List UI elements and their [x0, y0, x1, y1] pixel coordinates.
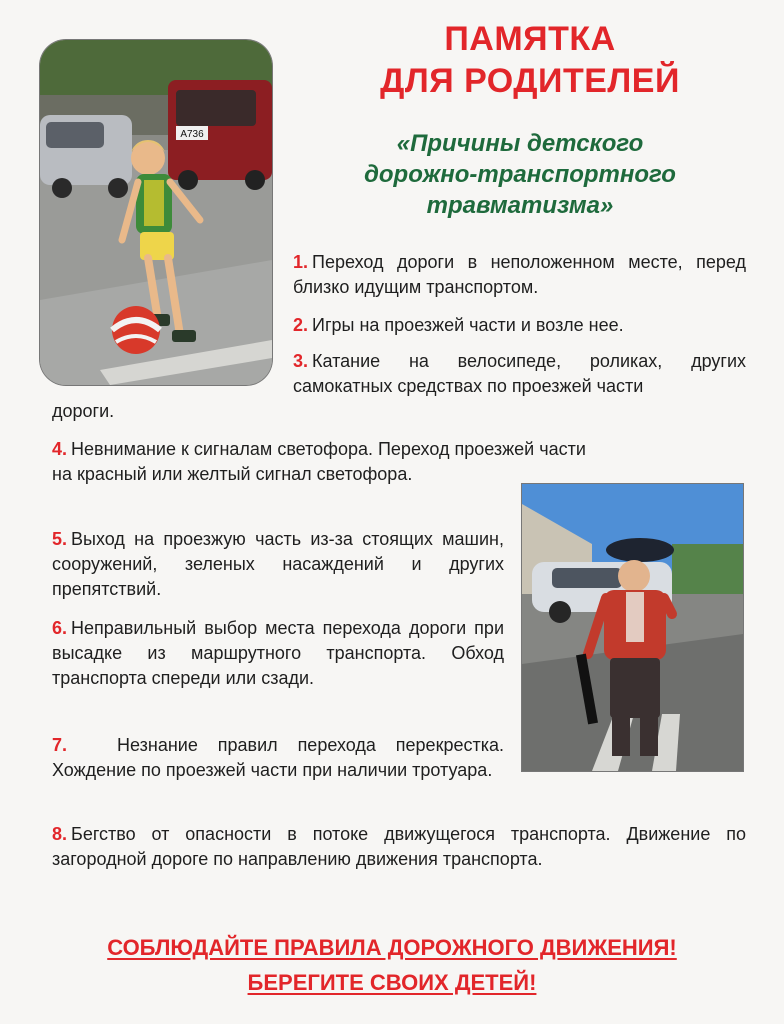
- title-line-1: ПАМЯТКА: [444, 20, 616, 58]
- item-number: 5.: [52, 529, 68, 549]
- subtitle-line-2: дорожно-транспортного: [364, 161, 676, 188]
- list-item-3-tail: дороги.: [52, 401, 115, 421]
- item-text: Невнимание к сигналам светофора. Переход проезжей части: [71, 439, 586, 459]
- item-number: 8.: [52, 824, 68, 844]
- list-item-8: [52, 822, 746, 872]
- item-number: 7.: [52, 735, 68, 755]
- page-title: [330, 18, 730, 102]
- list-item-1: [293, 250, 746, 300]
- item-number: 6.: [52, 618, 68, 638]
- item-text: Незнание правил перехода перекрестка. Хождение по проезжей части при наличии тротуара.: [52, 735, 504, 780]
- item-number: 2.: [293, 315, 309, 335]
- list-item-3: [293, 349, 746, 399]
- photo-boy-in-police-cap: [522, 484, 743, 771]
- item-text: Выход на проезжую часть из-за стоящих машин, сооружений, зеленых насаждений и других препятствий.: [52, 529, 504, 599]
- footer-line-2: БЕРЕГИТЕ СВОИХ ДЕТЕЙ!: [247, 970, 537, 995]
- footer-line-1: СОБЛЮДАЙТЕ ПРАВИЛА ДОРОЖНОГО ДВИЖЕНИЯ!: [107, 935, 677, 960]
- subtitle-line-3: травматизма»: [426, 192, 614, 219]
- item-number: 1.: [293, 252, 309, 272]
- item-text: Неправильный выбор места перехода дороги при высадке из маршрутного транспорта. Обход транспорта спереди или сзади.: [52, 618, 504, 688]
- item-text: Переход дороги в неположенном месте, перед близко идущим транспортом.: [293, 252, 746, 297]
- list-item-6: [52, 616, 504, 691]
- subtitle-line-1: «Причины детского: [396, 130, 644, 157]
- page-subtitle: [300, 128, 740, 221]
- list-item-4: [52, 437, 746, 462]
- item-text: Бегство от опасности в потоке движущегося транспорта. Движение по загородной дороге по направлению движения транспорта.: [52, 824, 746, 869]
- list-item-2: [293, 313, 746, 338]
- item-number: 3.: [293, 351, 309, 371]
- title-line-2: ДЛЯ РОДИТЕЛЕЙ: [380, 62, 680, 100]
- list-item-5: [52, 527, 504, 602]
- photo-child-with-ball: [40, 40, 272, 385]
- item-text: Катание на велосипеде, роликах, других самокатных средствах по проезжей части: [293, 351, 746, 396]
- list-item-4-tail: на красный или желтый сигнал светофора.: [52, 464, 413, 484]
- item-number: 4.: [52, 439, 68, 459]
- list-item-7: [52, 733, 504, 783]
- plate-text: А736: [180, 129, 204, 140]
- item-text: Игры на проезжей части и возле нее.: [312, 315, 624, 335]
